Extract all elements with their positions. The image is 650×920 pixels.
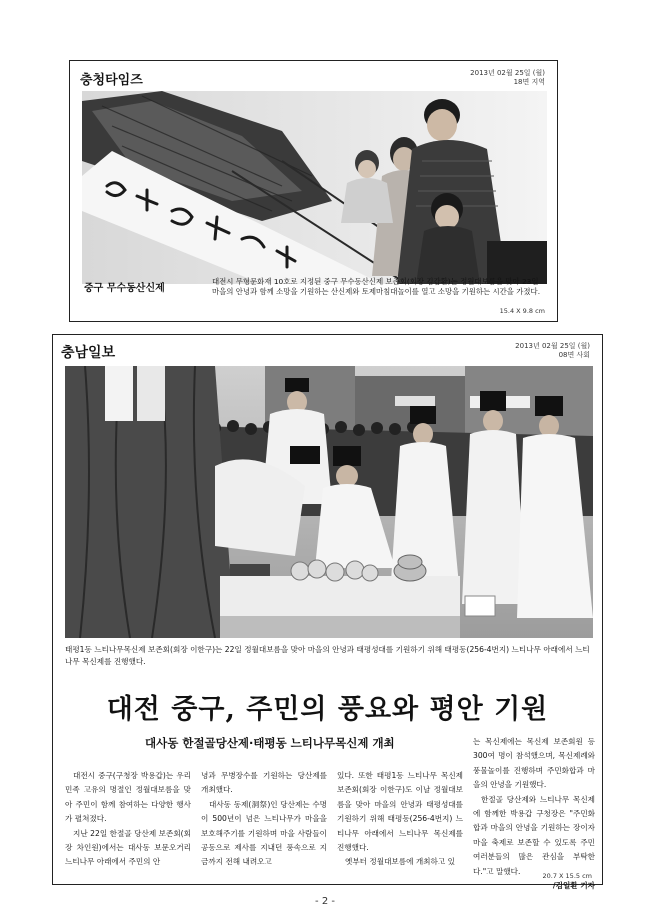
paragraph: 녕과 무병장수를 기원하는 당산제를 개최했다.: [201, 771, 327, 795]
publication-section: 18면 지역: [513, 78, 545, 86]
clip-size-note: 20.7 X 15.5 cm: [542, 872, 592, 880]
paragraph: 옛부터 정월대보름에 개최하고 있: [345, 857, 455, 867]
paragraph: 는 목신제에는 목신제 보존회원 등 300여 명이 참석했으며, 목신제례와 풍물놀이를 진행하며 주민화합과 마을의 안녕을 기원했다.: [473, 737, 595, 790]
clip-size-note: 15.4 X 9.8 cm: [499, 307, 545, 315]
paragraph: 지난 22일 한절골 당산제 보존회(회장 차인원)에서는 대사동 보문오거리 느티나무 아래에서 주민의 안: [65, 828, 191, 867]
newspaper-name: 충청타임즈: [80, 73, 143, 88]
article-column-2: [201, 769, 327, 870]
publication-meta: [515, 342, 590, 360]
paragraph: 대전시 중구(구청장 박용갑)는 우리 민족 고유의 명절인 정월대보름을 맞아 주민이 함께 참여하는 다양한 행사가 펼쳐졌다.: [65, 771, 191, 824]
article-headline: 대전 중구, 주민의 풍요와 평안 기원: [106, 694, 549, 725]
photo-illustration: [65, 366, 593, 638]
publication-date: 2013년 02월 25일 (월): [470, 69, 545, 77]
page-number: - 2 -: [315, 896, 335, 907]
paragraph: 있다. 또한 태평1동 느티나무 목신제 보존회(회장 이한구)도 이날 정월대보름을 맞아 마을의 안녕과 태평성대를 기원하기 위해 태평동(256-4번지) 느티나무 아래에서 느티나무 목신제를 진행했다.: [337, 771, 463, 853]
publication-meta: [470, 69, 545, 87]
newspaper-clipping-chungcheong-times: [69, 60, 558, 322]
newspaper-clipping-chungnam-ilbo: [52, 334, 603, 891]
photo-caption: 대전시 무형문화재 10호로 지정된 중구 무수동산신제 보존회(회장 김갑환)는 정월대보름을 맞아 23일 마을의 안녕과 함께 소망을 기원하는 산신제와 토제마침대놀이를 열고 소망을 기원하는 시간을 가졌다.: [212, 277, 541, 296]
photo-caption: 태평1동 느티나무목신제 보존회(회장 이한구)는 22일 정월대보름을 맞아 마을의 안녕과 태평성대를 기원하기 위해 태평동(256-4번지) 느티나무 아래에서 느티나무 목신제를 진행했다.: [65, 645, 590, 666]
article-column-1: [65, 769, 191, 870]
article-column-4: [473, 735, 595, 893]
byline: /김일환 기자: [552, 881, 595, 891]
news-photo-sanshinje: [82, 91, 547, 284]
publication-date: 2013년 02월 25일 (월): [515, 342, 590, 350]
news-photo-moksinje: [65, 366, 593, 638]
photo-illustration: [82, 91, 547, 284]
newspaper-name: 충남일보: [61, 345, 116, 361]
photo-label: 중구 무수동산신제: [84, 283, 165, 294]
article-subhead: 대사동 한절골당산제·태평동 느티나무목신제 개최: [145, 736, 395, 750]
paragraph: 한절골 당산제와 느티나무 목신제에 함께한 박용갑 구청장은 "주민화합과 마을의 안녕을 기원하는 장이자 마을 축제로 보존할 수 있도록 주민 여러분들의 많은 관심을 부탁한다."고 말했다.: [473, 794, 595, 876]
publication-section: 08면 사회: [558, 351, 590, 359]
paragraph: 대사동 동제(洞祭)인 당산제는 수명이 500년이 넘은 느티나무가 마을을 보호해주기를 기원하며 마을 사람들이 공동으로 제사를 지내던 풍속으로 지금까지 전해 내려오고: [201, 799, 327, 867]
article-column-3: [337, 769, 463, 870]
